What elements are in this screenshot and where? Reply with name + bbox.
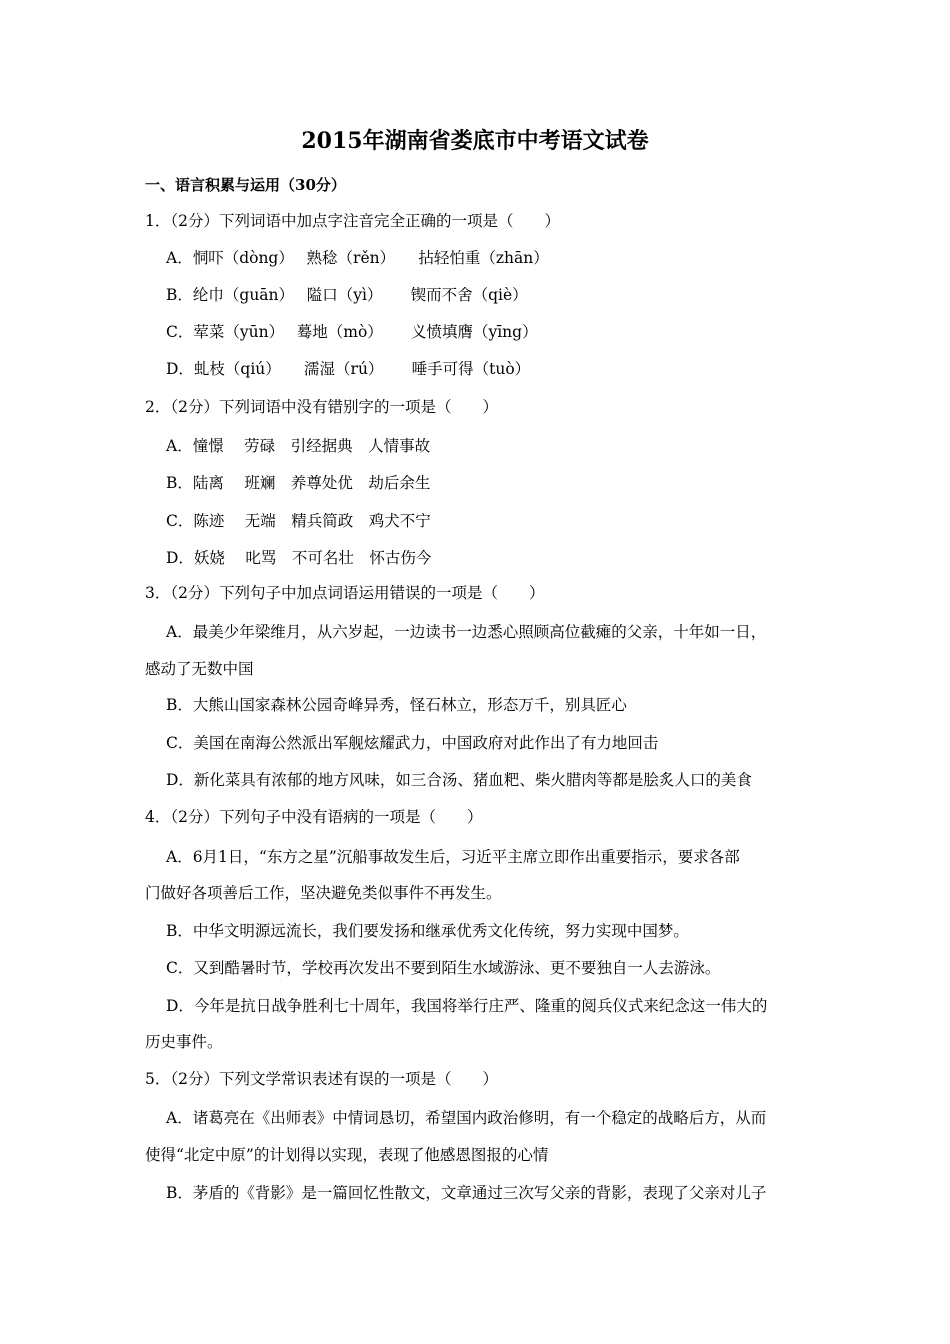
q3-option-a-line1: A．最美少年梁维月，从六岁起，一边读书一边悉心照顾高位截瘫的父亲，十年如一日， xyxy=(166,623,767,641)
q1-option-b: B．纶巾（guān） 隘口（yì） 锲而不舍（qiè） xyxy=(166,286,528,304)
q4-option-d-line1: D．今年是抗日战争胜利七十周年，我国将举行庄严、隆重的阅兵仪式来纪念这一伟大的 xyxy=(166,997,768,1015)
question-1-stem: 1．（2分）下列词语中加点字注音完全正确的一项是（ ） xyxy=(145,212,560,230)
question-3-stem: 3．（2分）下列句子中加点词语运用错误的一项是（ ） xyxy=(145,584,545,602)
q2-option-a: A．憧憬 劳碌 引经据典 人情事故 xyxy=(166,437,431,455)
q2-option-d: D．妖娆 叱骂 不可名壮 怀古伤今 xyxy=(166,549,432,567)
q4-option-a-line2: 门做好各项善后工作，坚决避免类似事件不再发生。 xyxy=(145,884,502,902)
q2-option-b: B．陆离 班斓 养尊处优 劫后余生 xyxy=(166,474,431,492)
q4-option-c: C．又到酷暑时节，学校再次发出不要到陌生水域游泳、更不要独自一人去游泳。 xyxy=(166,959,721,977)
question-2-stem: 2．（2分）下列词语中没有错别字的一项是（ ） xyxy=(145,398,498,416)
q4-option-a-line1: A．6月1日，“东方之星”沉船事故发生后，习近平主席立即作出重要指示，要求各部 xyxy=(166,848,740,866)
q4-option-d-line2: 历史事件。 xyxy=(145,1033,223,1051)
question-4-stem: 4．（2分）下列句子中没有语病的一项是（ ） xyxy=(145,808,483,826)
q5-option-a-line2: 使得“北定中原”的计划得以实现，表现了他感恩图报的心情 xyxy=(145,1146,549,1164)
q3-option-b: B．大熊山国家森林公园奇峰异秀，怪石林立，形态万千，别具匠心 xyxy=(166,696,627,714)
q5-option-b-line1: B．茅盾的《背影》是一篇回忆性散文，文章通过三次写父亲的背影，表现了父亲对儿子 xyxy=(166,1184,767,1202)
q3-option-c: C．美国在南海公然派出军舰炫耀武力，中国政府对此作出了有力地回击 xyxy=(166,734,659,752)
q3-option-a-line2: 感动了无数中国 xyxy=(145,660,254,678)
q4-option-b: B．中华文明源远流长，我们要发扬和继承优秀文化传统，努力实现中国梦。 xyxy=(166,922,689,940)
q1-option-c: C．荤菜（yūn） 蓦地（mò） 义愤填膺（yīng） xyxy=(166,323,538,341)
q5-option-a-line1: A．诸葛亮在《出师表》中情词恳切，希望国内政治修明，有一个稳定的战略后方，从而 xyxy=(166,1109,767,1127)
q1-option-d: D．虬枝（qiú） 濡湿（rú） 唾手可得（tuò） xyxy=(166,360,531,378)
page-title: 2015年湖南省娄底市中考语文试卷 xyxy=(301,128,649,154)
q2-option-c: C．陈迹 无端 精兵简政 鸡犬不宁 xyxy=(166,512,431,530)
q1-option-a: A．恫吓（dòng） 熟稔（rěn） 拈轻怕重（zhān） xyxy=(166,249,549,267)
section-heading: 一、语言积累与运用（30分） xyxy=(145,176,346,194)
question-5-stem: 5．（2分）下列文学常识表述有误的一项是（ ） xyxy=(145,1070,498,1088)
q3-option-d: D．新化菜具有浓郁的地方风味，如三合汤、猪血粑、柴火腊肉等都是脍炙人口的美食 xyxy=(166,771,752,789)
